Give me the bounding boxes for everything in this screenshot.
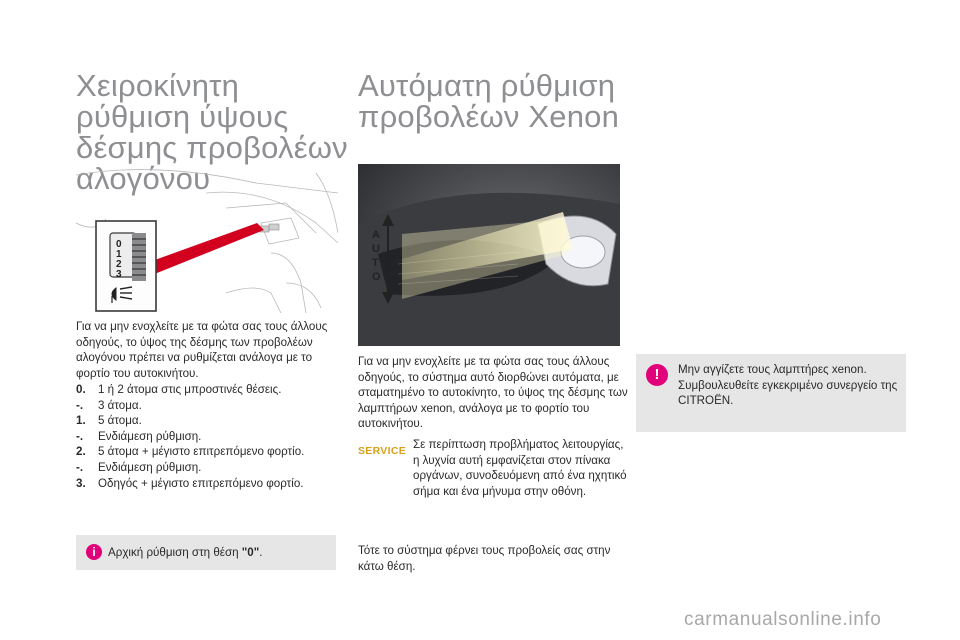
list-item-key: 3.: [76, 476, 86, 490]
list-item: [76, 382, 346, 398]
list-item: [76, 398, 346, 414]
fallback-position-text: Τότε το σύστημα φέρνει τους προβολείς σας στην κάτω θέση.: [358, 544, 611, 573]
service-warning-icon: SERVICE: [358, 445, 407, 457]
info-note-suffix: .: [259, 546, 263, 559]
load-settings-list: [76, 382, 346, 491]
list-item-value: 5 άτομα + μέγιστο επιτρεπόμενο φορτίο.: [98, 445, 305, 459]
list-item-key: -.: [76, 460, 84, 474]
list-item-key: 2.: [76, 445, 86, 459]
dial-label-2: 2: [116, 259, 122, 270]
list-item-value: Οδηγός + μέγιστο επιτρεπόμενο φορτίο.: [98, 476, 304, 490]
list-item-key: -.: [76, 429, 84, 443]
dial-label-0: 0: [116, 239, 122, 250]
warning-note-box: [636, 354, 906, 432]
info-note-value: "0": [241, 546, 260, 559]
manual-intro-text: Για να μην ενοχλείτε με τα φώτα σας τους άλλους οδηγούς, το ύψος της δέσμης των προβολέων αλογόνου πρέπει να ρυθμίζεται ανάλογα με το φορτίο του αυτοκινήτου.: [76, 320, 328, 380]
warning-note-text: Μην αγγίζετε τους λαμπτήρες xenon. Συμβουλευθείτε εγκεκριμένο συνεργείο της CITROËN.: [678, 363, 898, 408]
info-icon: i: [86, 544, 102, 560]
section-title-automatic: Αυτόματη ρύθμιση προβολέων Xenon: [358, 68, 620, 134]
list-item-value: 3 άτομα.: [98, 398, 142, 412]
auto-letter-u: U: [372, 243, 380, 255]
auto-letter-o: O: [372, 271, 381, 283]
list-item-value: Ενδιάμεση ρύθμιση.: [98, 460, 202, 474]
list-item-value: Ενδιάμεση ρύθμιση.: [98, 429, 202, 443]
auto-letter-a: A: [372, 229, 380, 241]
xenon-headlamp-illustration: [358, 164, 620, 346]
list-item: [76, 444, 346, 460]
list-item-key: 1.: [76, 414, 86, 428]
info-note-label: Αρχική ρύθμιση στη θέση: [108, 546, 242, 559]
auto-letter-t: T: [372, 257, 379, 269]
dial-label-1: 1: [116, 249, 122, 260]
list-item: [76, 413, 346, 429]
list-item-key: 0.: [76, 383, 86, 396]
list-item: [76, 460, 346, 476]
dial-label-3: 3: [116, 269, 122, 280]
manual-adjustment-illustration: [76, 163, 338, 313]
automatic-intro-text: Για να μην ενοχλείτε με τα φώτα σας τους άλλους οδηγούς, το σύστημα αυτό διορθώνει αυτόματα, με σταματημένο το αυτοκίνητο, το ύψος της δέσμης των λαμπτήρων xenon, ανάλογα με το φορτίο του αυτοκινήτου.: [358, 355, 628, 431]
info-note-text: [108, 546, 262, 559]
list-item-value: 5 άτομα.: [98, 414, 142, 428]
info-note-box: [76, 535, 336, 570]
watermark: carmanualsonline.info: [684, 609, 882, 630]
list-item: [76, 476, 346, 492]
list-item-value: 1 ή 2 άτομα στις μπροστινές θέσεις.: [98, 383, 282, 396]
service-warning-text: Σε περίπτωση προβλήματος λειτουργίας, η λυχνία αυτή εμφανίζεται στον πίνακα οργάνων, συνοδευόμενη από ένα ηχητικό σήμα και ένα μήνυμα στην οθόνη.: [413, 438, 627, 498]
section-title-manual: Χειροκίνητη ρύθμιση ύψους δέσμης προβολέων αλογόνου: [76, 68, 348, 196]
warning-icon: !: [646, 364, 668, 386]
list-item-key: -.: [76, 398, 84, 412]
list-item: [76, 429, 346, 445]
